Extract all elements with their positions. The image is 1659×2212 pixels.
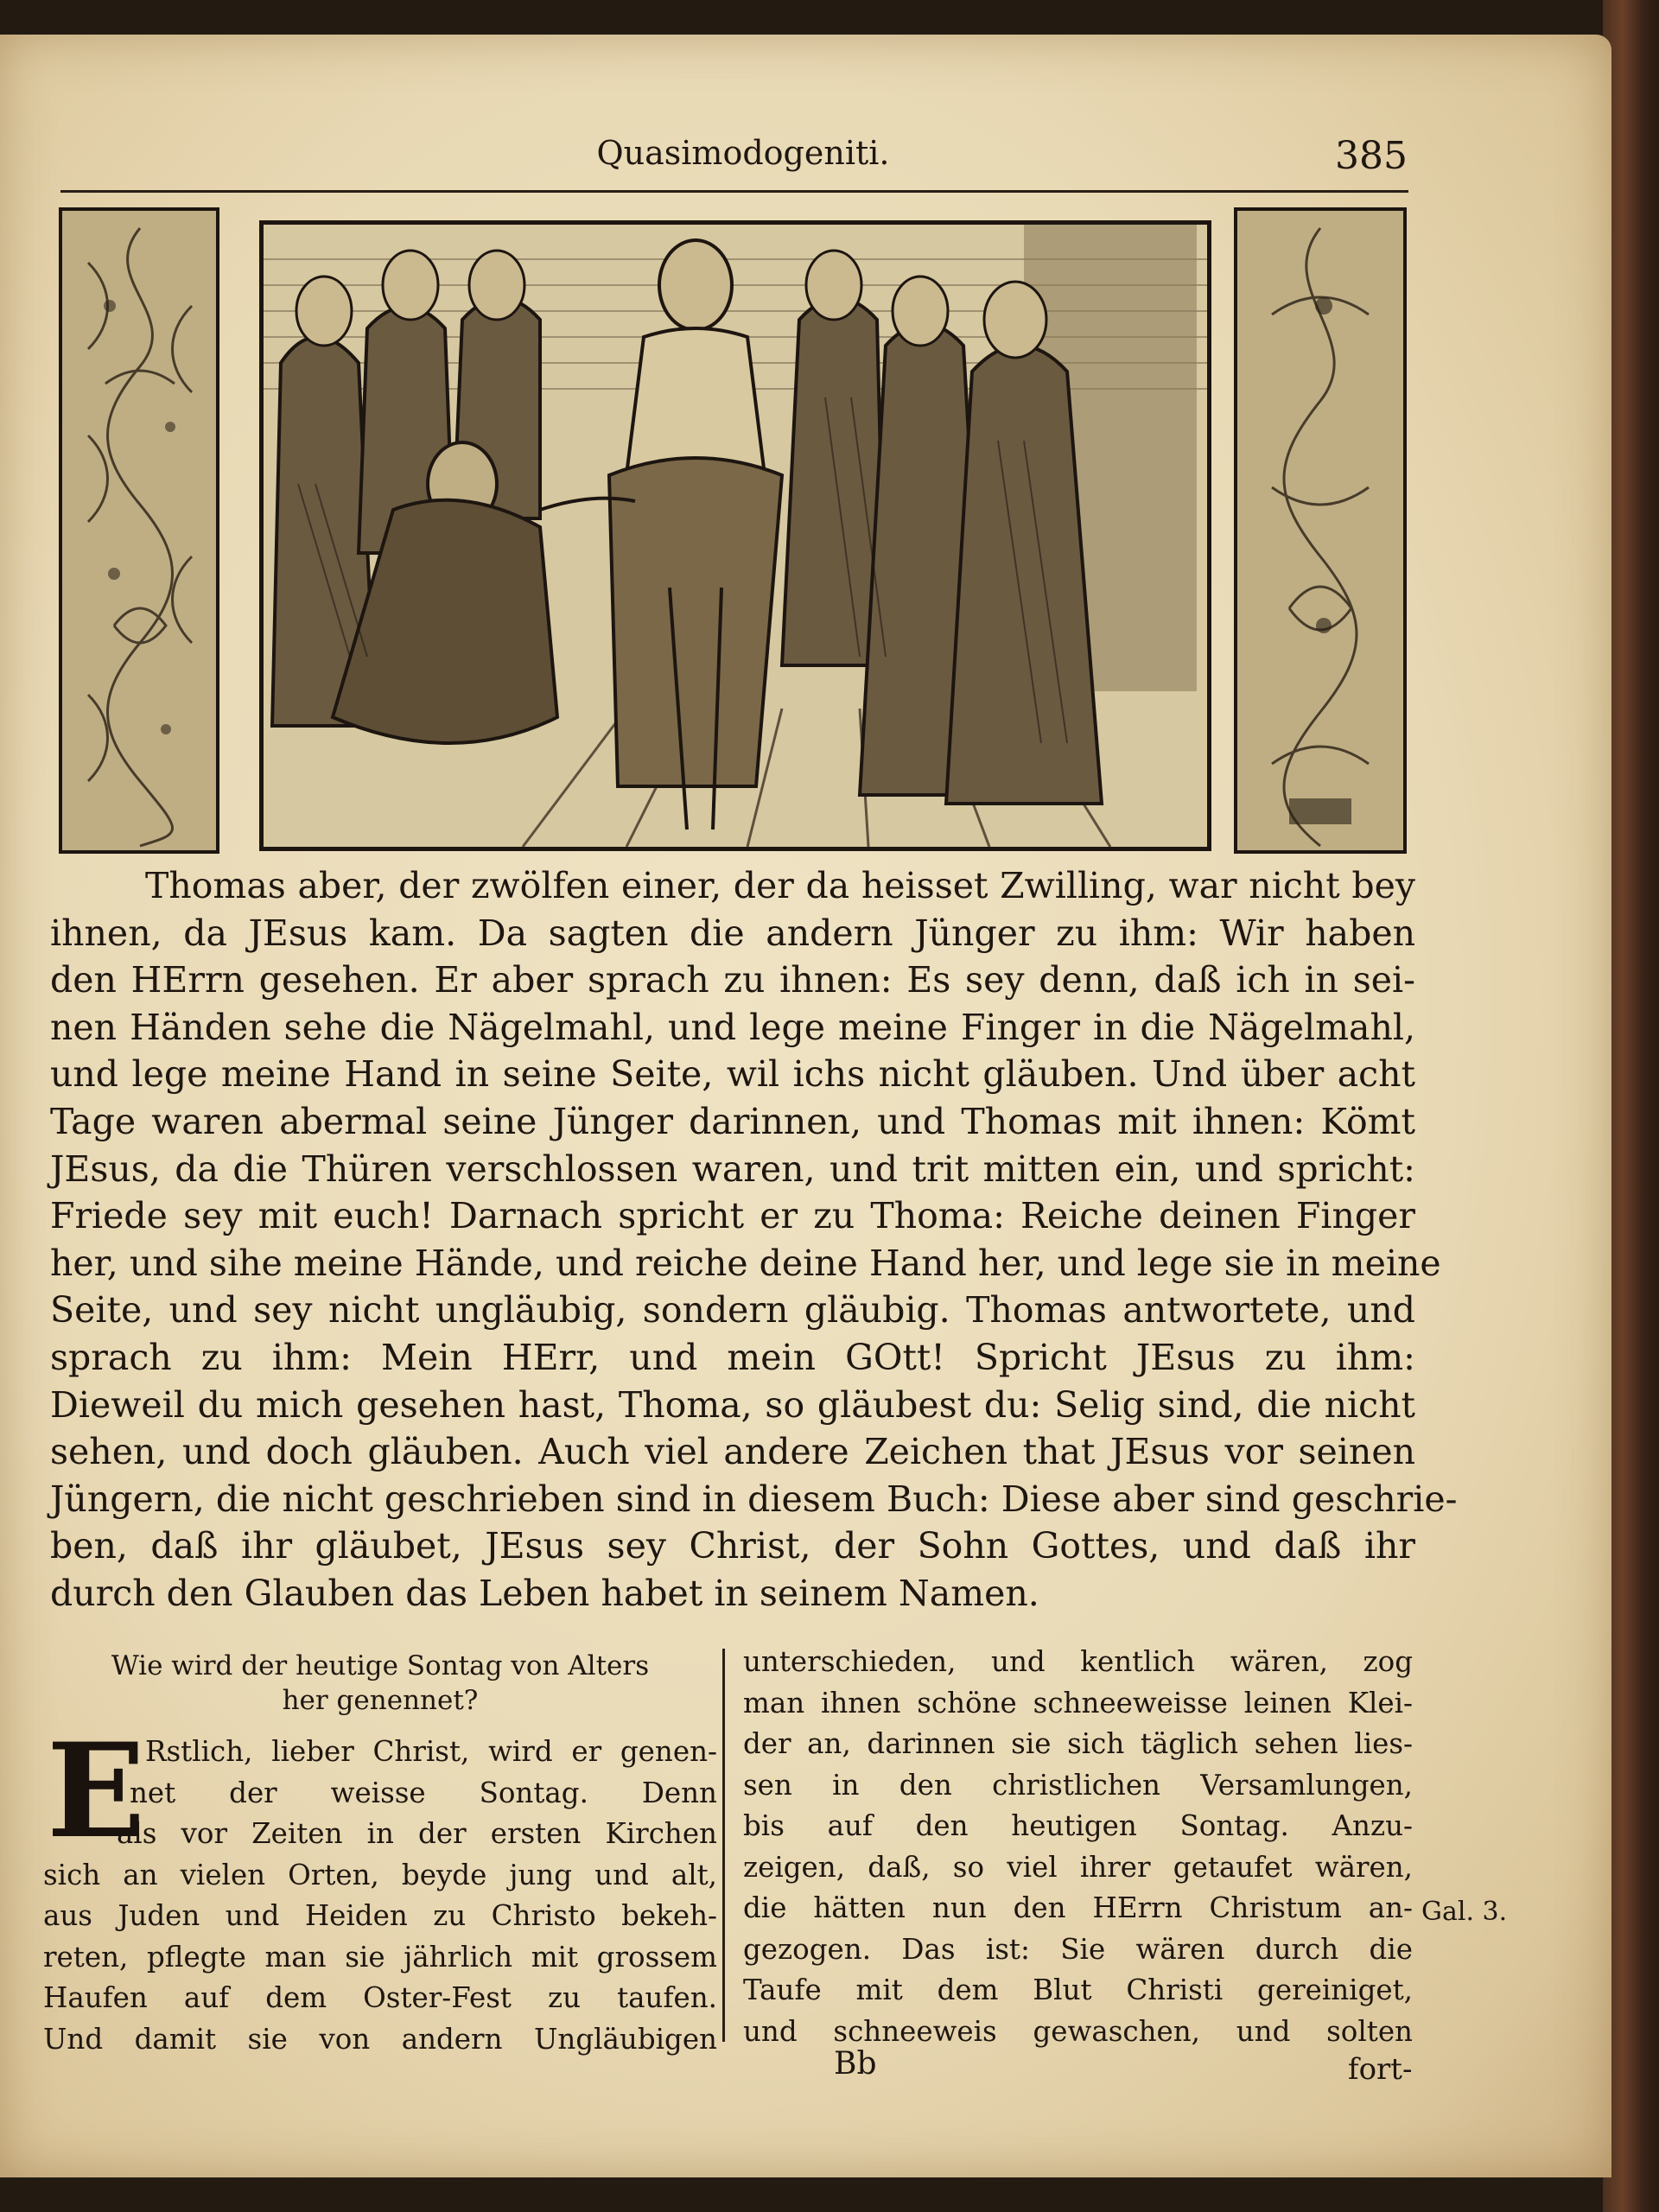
gospel-line: her, und sihe meine Hände, und reiche deine Hand her, und lege sie in meine	[50, 1242, 1441, 1284]
column-divider	[722, 1649, 725, 2042]
book-page	[0, 35, 1611, 2177]
running-head	[0, 99, 1611, 177]
answer-line: Haufen auf dem Oster-Fest zu taufen.	[43, 1981, 717, 2014]
question-line: Wie wird der heutige Sontag von Alters	[111, 1650, 650, 1681]
answer-line: sich an vielen Orten, beyde jung und alt,	[43, 1858, 717, 1891]
answer-line: man ihnen schöne schneeweisse leinen Klei-	[743, 1686, 1413, 1719]
right-column	[743, 1642, 1413, 2052]
signature-mark: Bb	[834, 2046, 877, 2082]
drop-cap: E	[47, 1715, 146, 1867]
answer-line: der an, darinnen sie sich täglich sehen lies-	[743, 1727, 1413, 1760]
right-ornamental-border	[1234, 207, 1407, 854]
gospel-line: Seite, und sey nicht ungläubig, sondern gläubig. Thomas antwortete, und	[50, 1289, 1415, 1332]
head-rule	[60, 190, 1408, 193]
answer-line: die hätten nun den HErrn Christum an-	[743, 1891, 1413, 1924]
gospel-line: Friede sey mit euch! Darnach spricht er zu Thoma: Reiche deinen Finger	[50, 1195, 1415, 1237]
answer-line: Und damit sie von andern Ungläubigen	[43, 2022, 717, 2056]
marginal-note: Gal. 3.	[1421, 1897, 1508, 1927]
answer-continuation	[743, 1642, 1413, 2052]
gospel-line: ihnen, da JEsus kam. Da sagten die andern Jünger zu ihm: Wir haben	[50, 912, 1415, 954]
gospel-line: Jüngern, die nicht geschrieben sind in diesem Buch: Diese aber sind geschrie-	[50, 1478, 1458, 1520]
answer-line: unterschieden, und kentlich wären, zog	[743, 1645, 1413, 1678]
answer-text	[43, 1715, 717, 2060]
gospel-line: den HErrn gesehen. Er aber sprach zu ihnen: Es sey denn, daß ich in sei-	[50, 959, 1415, 1001]
gospel-line: und lege meine Hand in seine Seite, wil ichs nicht gläuben. Und über acht	[50, 1053, 1415, 1096]
answer-line: und schneeweis gewaschen, und solten	[743, 2014, 1413, 2048]
gospel-line: nen Händen sehe die Nägelmahl, und lege meine Finger in die Nägelmahl,	[50, 1006, 1415, 1048]
gospel-line: Tage waren abermal seine Jünger darinnen, und Thomas mit ihnen: Kömt	[50, 1100, 1415, 1142]
gospel-line: sprach zu ihm: Mein HErr, und mein GOtt! Spricht JEsus zu ihm:	[50, 1336, 1415, 1378]
gospel-line: JEsus, da die Thüren verschlossen waren, und trit mitten ein, und spricht:	[50, 1147, 1415, 1190]
gospel-line: sehen, und doch gläuben. Auch viel andere Zeichen that JEsus vor seinen	[50, 1431, 1415, 1473]
answer-line: Rstlich, lieber Christ, wird er genen-	[145, 1735, 717, 1768]
gospel-line: Dieweil du mich gesehen hast, Thoma, so gläubest du: Selig sind, die nicht	[50, 1383, 1415, 1426]
woodcut-illustration	[0, 199, 1611, 855]
question-line: her genennet?	[282, 1685, 479, 1716]
question-heading	[43, 1649, 717, 1718]
answer-line: gezogen. Das ist: Sie wären durch die	[743, 1932, 1413, 1966]
answer-line: Taufe mit dem Blut Christi gereiniget,	[743, 1974, 1413, 2006]
answer-line: sen in den christlichen Versamlungen,	[743, 1768, 1413, 1802]
answer-line: reten, pflegte man sie jährlich mit grossem	[43, 1940, 717, 1974]
gospel-line: ben, daß ihr gläubet, JEsus sey Christ, der Sohn Gottes, und daß ihr	[50, 1525, 1415, 1567]
gospel-text	[50, 862, 1458, 1618]
running-title: Quasimodogeniti.	[596, 134, 890, 172]
catchword: fort-	[1348, 2052, 1413, 2087]
woodcut-scene	[259, 220, 1211, 851]
left-column	[43, 1642, 717, 2060]
answer-line: net der weisse Sontag. Denn	[130, 1776, 717, 1809]
answer-line: zeigen, daß, so viel ihrer getaufet wären,	[743, 1850, 1413, 1884]
answer-line: als vor Zeiten in der ersten Kirchen	[117, 1817, 717, 1850]
page-number: 385	[1335, 134, 1408, 178]
left-ornamental-border	[59, 207, 219, 854]
gospel-line: durch den Glauben das Leben habet in seinem Namen.	[50, 1572, 1039, 1614]
answer-line: bis auf den heutigen Sontag. Anzu-	[743, 1809, 1413, 1842]
answer-line: aus Juden und Heiden zu Christo bekeh-	[43, 1899, 717, 1932]
gospel-line: Thomas aber, der zwölfen einer, der da heisset Zwilling, war nicht bey	[145, 865, 1415, 906]
